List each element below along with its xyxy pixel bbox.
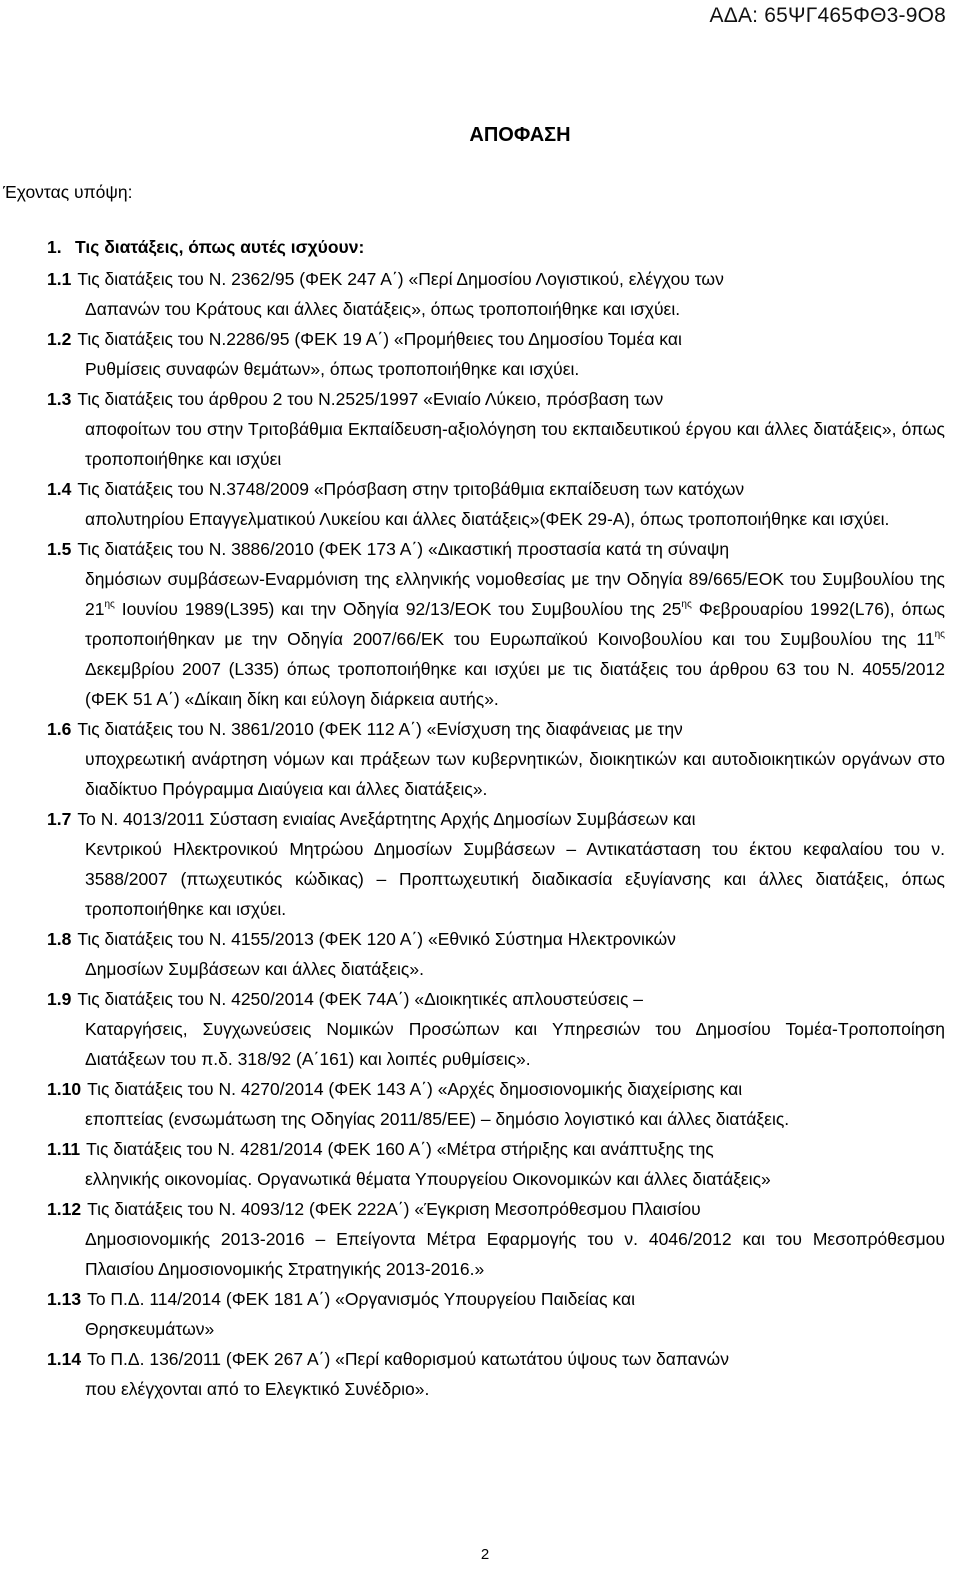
document-title: ΑΠΟΦΑΣΗ: [469, 124, 571, 146]
provision-first-line: Το Π.Δ. 136/2011 (ΦΕΚ 267 Α΄) «Περί καθορισμού κατωτάτου ύψους των δαπανών: [87, 1349, 729, 1369]
provision-continuation: Καταργήσεις, Συγχωνεύσεις Νομικών Προσώπων και Υπηρεσιών του Δημοσίου Τομέα-Τροποποίηση Διατάξεων του π.δ. 318/92 (Α΄161) και λοιπές ρυθμίσεις».: [85, 1019, 945, 1069]
provision-item: [47, 984, 945, 1074]
provision-number: 1.4: [47, 479, 72, 499]
provision-item: [47, 1074, 945, 1134]
provision-first-line: Τις διατάξεις του Ν. 4270/2014 (ΦΕΚ 143 Α΄) «Αρχές δημοσιονομικής διαχείρισης και: [87, 1079, 743, 1099]
intro-text: Έχοντας υπόψη:: [3, 182, 133, 202]
provision-first-line: Τις διατάξεις του Ν. 4093/12 (ΦΕΚ 222Α΄) «Έγκριση Μεσοπρόθεσμου Πλαισίου: [87, 1199, 701, 1219]
provision-first-line: Τις διατάξεις του Ν. 4250/2014 (ΦΕΚ 74Α΄) «Διοικητικές απλουστεύσεις –: [77, 989, 643, 1009]
provision-number: 1.10: [47, 1079, 82, 1099]
provision-item: [47, 474, 945, 534]
provision-first-line: Το Π.Δ. 114/2014 (ΦΕΚ 181 Α΄) «Οργανισμός Υπουργείου Παιδείας και: [87, 1289, 635, 1309]
provision-number: 1.2: [47, 329, 72, 349]
document-body: [47, 232, 945, 1404]
provision-continuation: Κεντρικού Ηλεκτρονικού Μητρώου Δημοσίων Συμβάσεων – Αντικατάσταση του έκτου κεφαλαίου του ν. 3588/2007 (πτωχευτικός κώδικας) – Προπτωχευτική διαδικασία εξυγίανσης και άλλες διατάξεις, όπως τροποποιήθηκε και ισχύει.: [85, 839, 945, 919]
provision-list: [47, 264, 945, 1404]
provision-continuation: ελληνικής οικονομίας. Οργανωτικά θέματα Υπουργείου Οικονομικών και άλλες διατάξεις»: [85, 1169, 771, 1189]
provision-continuation: Ρυθμίσεις συναφών θεμάτων», όπως τροποποιήθηκε και ισχύει.: [85, 359, 580, 379]
provision-continuation: Θρησκευμάτων»: [85, 1319, 215, 1339]
provision-continuation: αποφοίτων του στην Τριτοβάθμια Εκπαίδευση-αξιολόγηση του εκπαιδευτικού έργου και άλλες διατάξεις», όπως τροποποιήθηκε και ισχύει: [85, 419, 945, 469]
provision-first-line: Τις διατάξεις του Ν. 3861/2010 (ΦΕΚ 112 Α΄) «Ενίσχυση της διαφάνειας με την: [77, 719, 683, 739]
provision-number: 1.14: [47, 1349, 82, 1369]
provision-item: [47, 924, 945, 984]
provision-item: [47, 324, 945, 384]
provision-first-line: Τις διατάξεις του Ν. 3886/2010 (ΦΕΚ 173 Α΄) «Δικαστική προστασία κατά τη σύναψη: [77, 539, 730, 559]
provision-continuation: Δημοσιονομικής 2013-2016 – Επείγοντα Μέτρα Εφαρμογής του ν. 4046/2012 και του Μεσοπρόθεσμου Πλαισίου Δημοσιονομικής Στρατηγικής 2013-2016.»: [85, 1229, 945, 1279]
provision-item: [47, 264, 945, 324]
provision-number: 1.7: [47, 809, 72, 829]
provision-continuation: απολυτηρίου Επαγγελματικού Λυκείου και άλλες διατάξεις»(ΦΕΚ 29-Α), όπως τροποποιήθηκε και ισχύει.: [85, 509, 890, 529]
provision-item: [47, 1344, 945, 1404]
provision-continuation: [47, 564, 945, 714]
provision-number: 1.11: [47, 1139, 81, 1159]
provision-first-line: Τις διατάξεις του Ν.3748/2009 «Πρόσβαση στην τριτοβάθμια εκπαίδευση των κατόχων: [77, 479, 745, 499]
ordinal-superscript: ης: [104, 599, 115, 610]
provision-item: [47, 534, 945, 714]
provision-text: Ιουνίου 1989(L395) και την Οδηγία 92/13/ΕΟΚ του Συμβουλίου της 25: [114, 599, 682, 619]
provision-number: 1.8: [47, 929, 72, 949]
provision-continuation: Δημοσίων Συμβάσεων και άλλες διατάξεις».: [85, 959, 424, 979]
provision-first-line: Τις διατάξεις του Ν. 4281/2014 (ΦΕΚ 160 Α΄) «Μέτρα στήριξης και ανάπτυξης της: [86, 1139, 714, 1159]
provision-continuation: υποχρεωτική ανάρτηση νόμων και πράξεων των κυβερνητικών, διοικητικών και αυτοδιοικητικών οργάνων στο διαδίκτυο Πρόγραμμα Διαύγεια και άλλες διατάξεις».: [85, 749, 945, 799]
provision-item: [47, 384, 945, 474]
provision-continuation: εποπτείας (ενσωμάτωση της Οδηγίας 2011/85/ΕΕ) – δημόσιο λογιστικό και άλλες διατάξεις.: [85, 1109, 790, 1129]
ordinal-superscript: ης: [934, 629, 945, 640]
provision-number: 1.9: [47, 989, 72, 1009]
ordinal-superscript: ης: [681, 599, 692, 610]
provision-number: 1.6: [47, 719, 72, 739]
provision-first-line: Τις διατάξεις του άρθρου 2 του Ν.2525/1997 «Ενιαίο Λύκειο, πρόσβαση των: [77, 389, 664, 409]
provision-number: 1.1: [47, 269, 72, 289]
section-heading-text: Τις διατάξεις, όπως αυτές ισχύουν:: [75, 237, 365, 257]
provision-continuation: που ελέγχονται από το Ελεγκτικό Συνέδριο».: [85, 1379, 430, 1399]
provision-first-line: Τις διατάξεις του Ν. 4155/2013 (ΦΕΚ 120 Α΄) «Εθνικό Σύστημα Ηλεκτρονικών: [77, 929, 676, 949]
ada-code: ΑΔΑ: 65ΨΓ465ΦΘ3-9Ο8: [709, 4, 946, 27]
page-number: 2: [480, 1546, 490, 1563]
provision-text: Φεβρουαρίου 1992(L76), όπως τροποποιήθηκαν με την Οδηγία 2007/66/ΕΚ του Ευρωπαϊκού Κοινοβουλίου και του Συμβουλίου της 11: [85, 599, 945, 649]
provision-continuation: Δαπανών του Κράτους και άλλες διατάξεις», όπως τροποποιήθηκε και ισχύει.: [85, 299, 681, 319]
provision-first-line: Το Ν. 4013/2011 Σύσταση ενιαίας Ανεξάρτητης Αρχής Δημοσίων Συμβάσεων και: [77, 809, 696, 829]
provision-first-line: Τις διατάξεις του Ν. 2362/95 (ΦΕΚ 247 Α΄) «Περί Δημοσίου Λογιστικού, ελέγχου των: [77, 269, 724, 289]
provision-number: 1.13: [47, 1289, 82, 1309]
provision-number: 1.12: [47, 1199, 82, 1219]
provision-text: Δεκεμβρίου 2007 (L335) όπως τροποποιήθηκε και ισχύει με τις διατάξεις του άρθρου 63 του Ν. 4055/2012 (ΦΕΚ 51 Α΄) «Δίκαιη δίκη και εύλογη διάρκεια αυτής».: [85, 659, 945, 709]
provision-item: [47, 804, 945, 924]
provision-item: [47, 1284, 945, 1344]
section-heading: [47, 232, 945, 262]
provision-text: δημόσιων συμβάσεων-Εναρμόνιση της ελληνικής νομοθεσίας με την Οδηγία 89/665/ΕΟΚ του Συμβουλίου της 21: [85, 569, 945, 619]
provision-item: [47, 714, 945, 804]
provision-number: 1.3: [47, 389, 72, 409]
provision-item: [47, 1134, 945, 1194]
provision-number: 1.5: [47, 539, 72, 559]
provision-item: [47, 1194, 945, 1284]
provision-first-line: Τις διατάξεις του Ν.2286/95 (ΦΕΚ 19 Α΄) «Προμήθειες του Δημοσίου Τομέα και: [77, 329, 682, 349]
section-number: 1.: [47, 237, 62, 257]
